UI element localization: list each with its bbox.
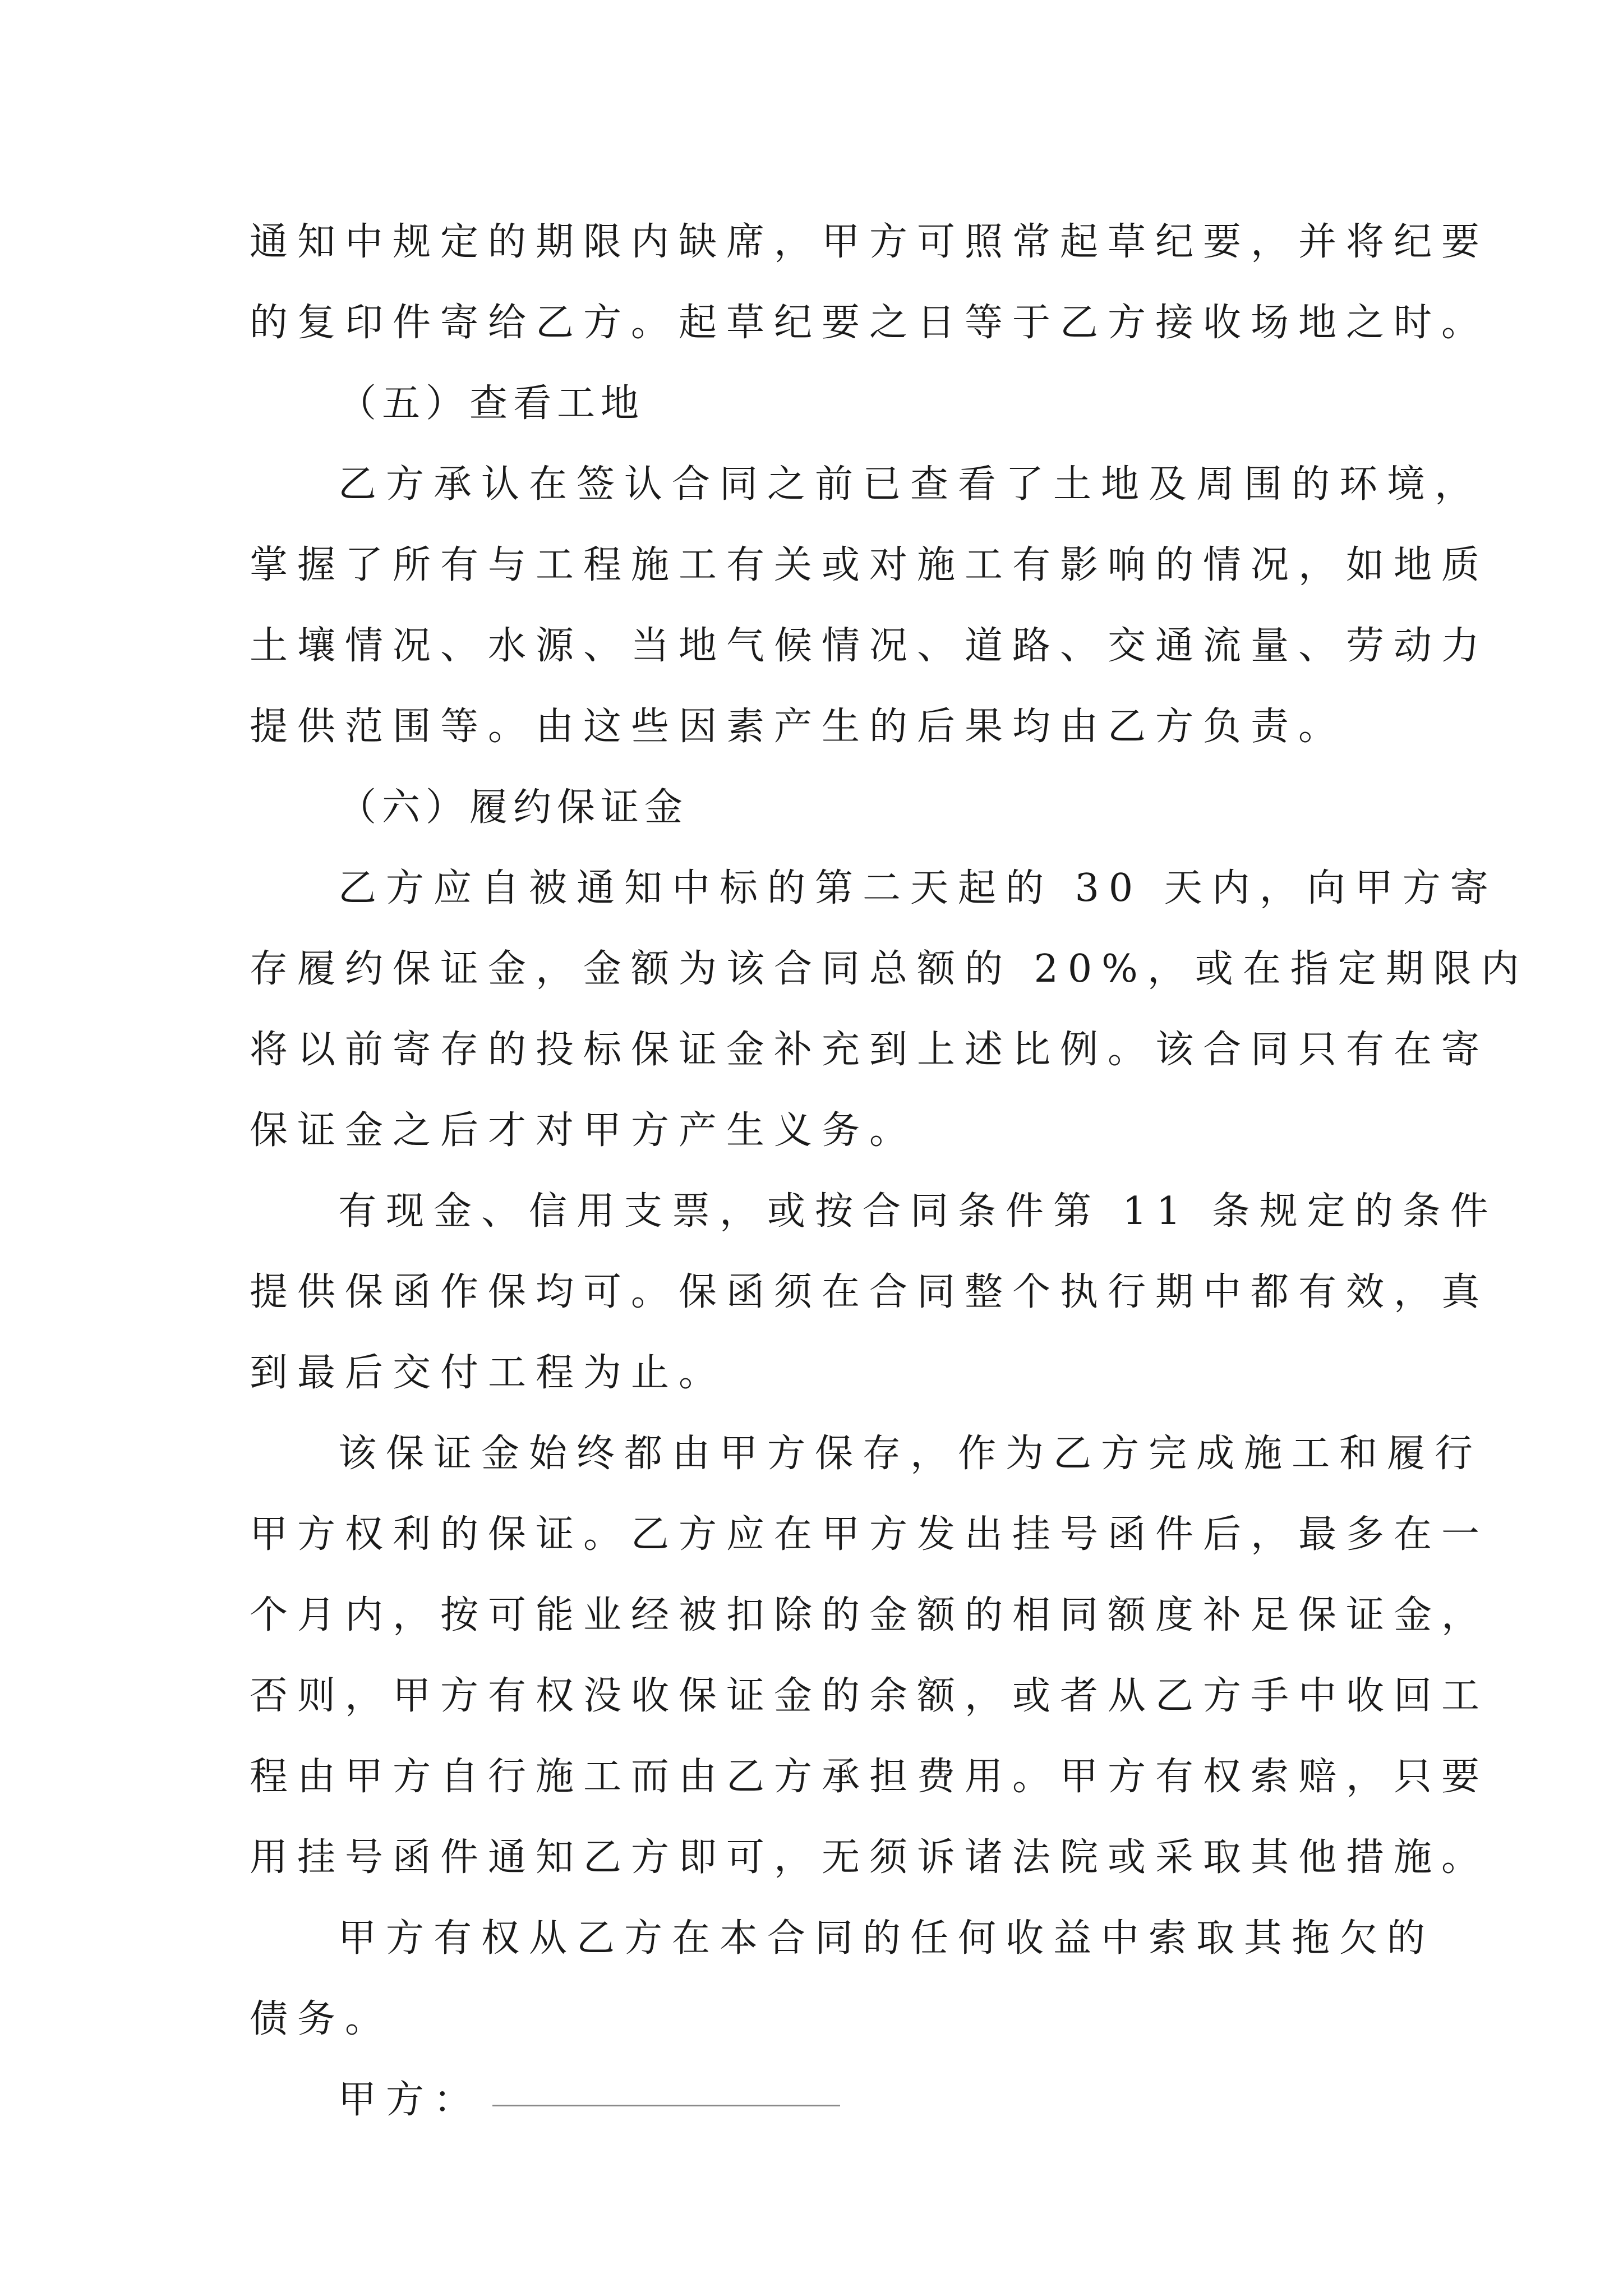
text-line: 甲方有权从乙方在本合同的任何收益中索取其拖欠的 bbox=[338, 1916, 1435, 1961]
text-line: 用挂号函件通知乙方即可，无须诉诸法院或采取其他措施。 bbox=[250, 1835, 1490, 1880]
text-line: 保证金之后才对甲方产生义务。 bbox=[250, 1108, 917, 1153]
text-line: 提供范围等。由这些因素产生的后果均由乙方负责。 bbox=[250, 705, 1347, 749]
paragraph-lines bbox=[250, 202, 1529, 2060]
text-line: 的复印件寄给乙方。起草纪要之日等于乙方接收场地之时。 bbox=[250, 301, 1490, 345]
text-line: 债务。 bbox=[250, 1997, 393, 2041]
text-line: 否则，甲方有权没收保证金的余额，或者从乙方手中收回工 bbox=[250, 1674, 1490, 1718]
document-body bbox=[250, 202, 1529, 2141]
section-heading: （五）查看工地 bbox=[338, 381, 645, 426]
text-line: 甲方权利的保证。乙方应在甲方发出挂号函件后，最多在一 bbox=[250, 1512, 1490, 1557]
text-line: 该保证金始终都由甲方保存，作为乙方完成施工和履行 bbox=[338, 1432, 1483, 1476]
text-line: 到最后交付工程为止。 bbox=[250, 1351, 727, 1395]
text-line: 将以前寄存的投标保证金补充到上述比例。该合同只有在寄 bbox=[250, 1028, 1490, 1072]
signature-line-party-a bbox=[250, 2060, 1385, 2141]
text-line: 掌握了所有与工程施工有关或对施工有影响的情况，如地质 bbox=[250, 543, 1490, 587]
signature-blank bbox=[492, 2060, 840, 2106]
signature-label: 甲方： bbox=[338, 2078, 482, 2122]
text-line: 土壤情况、水源、当地气候情况、道路、交通流量、劳动力 bbox=[250, 624, 1490, 668]
text-line: 存履约保证金，金额为该合同总额的 20%，或在指定期限内 bbox=[250, 947, 1529, 991]
text-line: 通知中规定的期限内缺席，甲方可照常起草纪要，并将纪要 bbox=[250, 220, 1490, 264]
text-line: 提供保函作保均可。保函须在合同整个执行期中都有效，真 bbox=[250, 1270, 1490, 1314]
section-heading: （六）履约保证金 bbox=[338, 785, 689, 830]
text-line: 个月内，按可能业经被扣除的金额的相同额度补足保证金， bbox=[250, 1593, 1490, 1637]
text-line: 乙方应自被通知中标的第二天起的 30 天内，向甲方寄 bbox=[338, 866, 1498, 910]
text-line: 程由甲方自行施工而由乙方承担费用。甲方有权索赔，只要 bbox=[250, 1755, 1490, 1799]
text-line: 乙方承认在签认合同之前已查看了土地及周围的环境， bbox=[338, 462, 1483, 507]
text-line: 有现金、信用支票，或按合同条件第 11 条规定的条件 bbox=[338, 1189, 1498, 1234]
